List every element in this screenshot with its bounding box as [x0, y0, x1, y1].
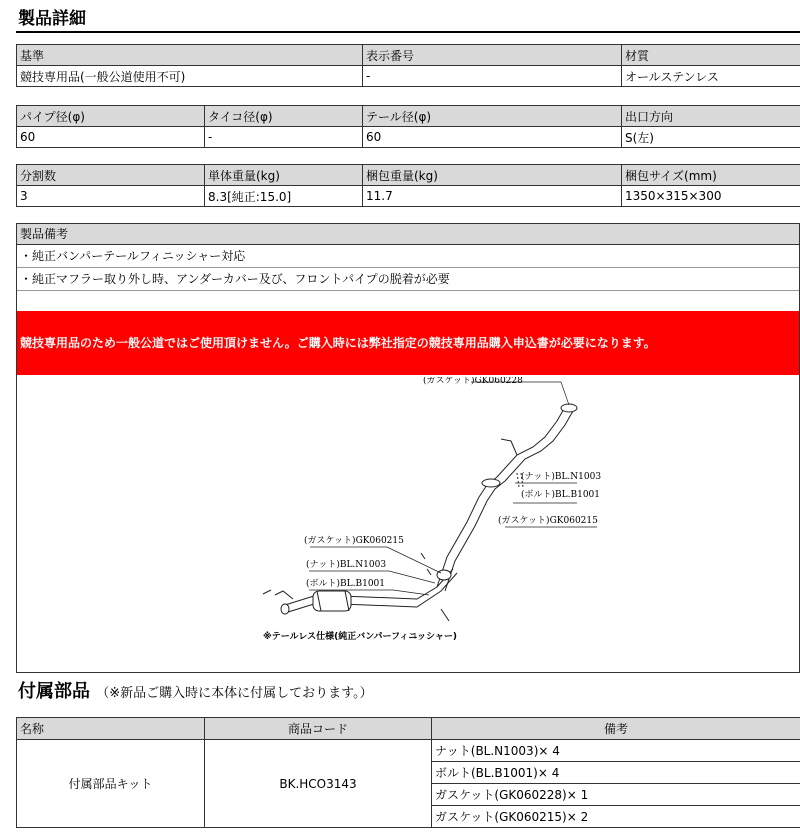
label-bolt-right: (ボルト)BL.B1001 [521, 490, 600, 500]
acc-header: 備考 [432, 718, 800, 740]
accessories-title: 付属部品 [18, 681, 90, 702]
exhaust-diagram [17, 377, 799, 672]
label-nut-left: (ナット)BL.N1003 [306, 560, 387, 570]
warning-banner: 競技専用品のため一般公道ではご使用頂けません。ご購入時には弊社指定の競技専用品購入申込書が必要になります。 [17, 311, 799, 375]
spec-header: 梱包サイズ(mm) [622, 165, 800, 186]
acc-remark: ガスケット(GK060228)× 1 [432, 784, 800, 806]
spec-header: 出口方向 [622, 106, 800, 127]
spec-value: 3 [17, 186, 205, 207]
spec-value: - [205, 127, 363, 148]
spec-header: 基準 [17, 45, 363, 66]
spec-header: パイプ径(φ) [17, 106, 205, 127]
spec-header: 表示番号 [363, 45, 622, 66]
spec-header: 材質 [622, 45, 800, 66]
spec-value: S(左) [622, 127, 800, 148]
spec-value: 競技専用品(一般公道使用不可) [17, 66, 363, 87]
acc-code: BK.HCO3143 [205, 740, 432, 828]
label-gasket-right: (ガスケット)GK060215 [498, 516, 598, 526]
spec-value: 60 [17, 127, 205, 148]
spec-table-3 [16, 164, 800, 207]
product-notes [16, 223, 800, 673]
acc-remark: ナット(BL.N1003)× 4 [432, 740, 800, 762]
spec-header: テール径(φ) [363, 106, 622, 127]
page-title: 製品詳細 [18, 9, 86, 29]
spec-value: 8.3[純正:15.0] [205, 186, 363, 207]
spec-header: 分割数 [17, 165, 205, 186]
spec-header: 梱包重量(kg) [363, 165, 622, 186]
label-gasket-left: (ガスケット)GK060215 [304, 536, 404, 546]
label-bolt-left: (ボルト)BL.B1001 [306, 579, 385, 589]
spec-value: - [363, 66, 622, 87]
note-item: ・純正バンパーテールフィニッシャー対応 [17, 245, 799, 268]
spec-header: タイコ径(φ) [205, 106, 363, 127]
accessories-heading [18, 677, 373, 703]
note-item: ・純正マフラー取り外し時、アンダーカバー及び、フロントパイプの脱着が必要 [17, 268, 799, 291]
acc-remark: ボルト(BL.B1001)× 4 [432, 762, 800, 784]
acc-header: 名称 [17, 718, 205, 740]
notes-header: 製品備考 [17, 224, 799, 245]
acc-header: 商品コード [205, 718, 432, 740]
spec-value: 1350×315×300 [622, 186, 800, 207]
title-divider [16, 31, 800, 33]
acc-remark: ガスケット(GK060215)× 2 [432, 806, 800, 828]
spec-header: 単体重量(kg) [205, 165, 363, 186]
spec-table-2 [16, 105, 800, 148]
spec-value: 11.7 [363, 186, 622, 207]
diagram-caption: ※テールレス仕様(純正バンパーフィニッシャー) [263, 632, 457, 642]
spec-value: 60 [363, 127, 622, 148]
label-nut-right: (ナット)BL.N1003 [521, 472, 602, 482]
spec-value: オールステンレス [622, 66, 800, 87]
accessories-table [16, 717, 800, 828]
accessories-subtitle: （※新品ご購入時に本体に付属しております。） [96, 686, 373, 701]
spec-table-1 [16, 44, 800, 87]
label-gasket-top: (ガスケット)GK060228 [423, 377, 523, 386]
acc-name: 付属部品キット [17, 740, 205, 828]
